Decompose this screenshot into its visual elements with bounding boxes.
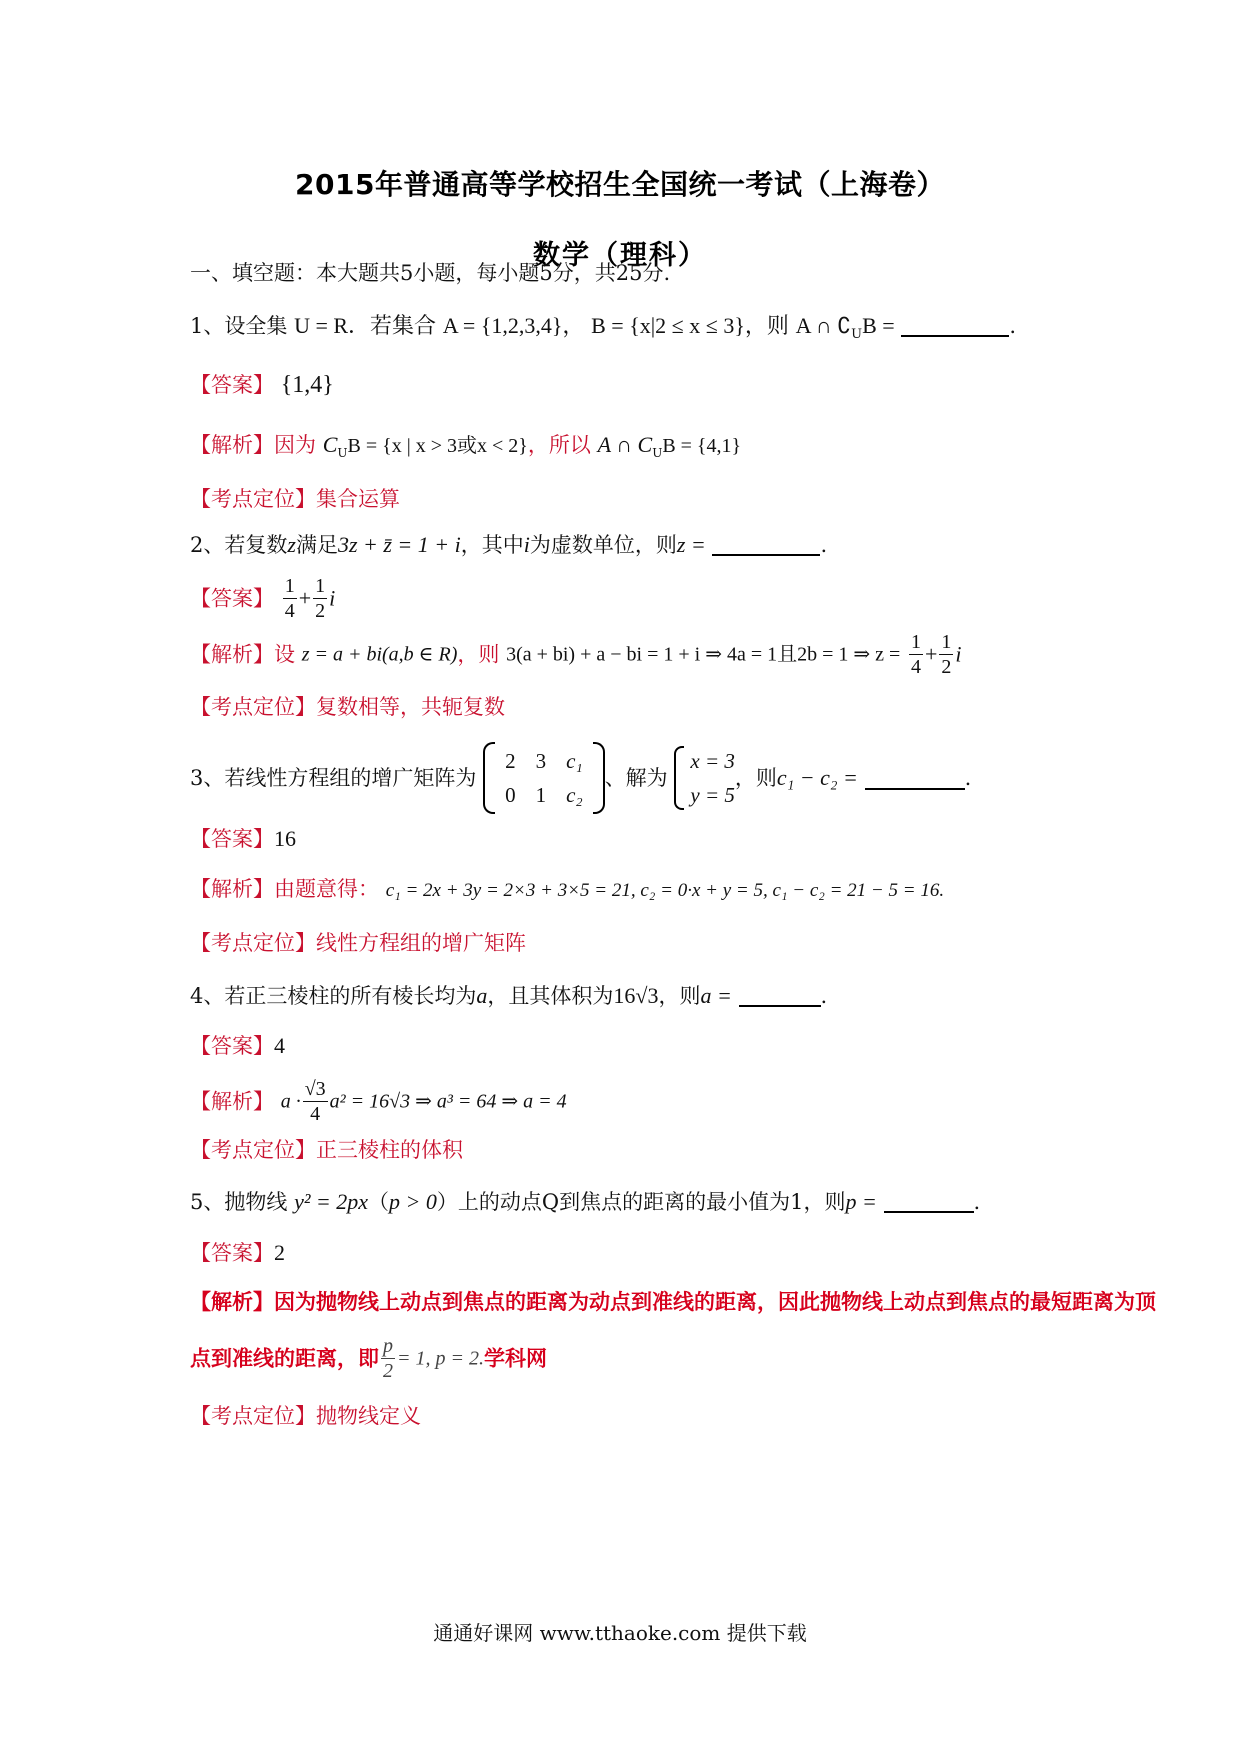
page-title: 2015年普通高等学校招生全国统一考试（上海卷） <box>295 168 945 201</box>
question-3-stem: 3、若线性方程组的增广矩阵为 2 3 c₁ 0 1 c₂ 、解为 x = 3 y = 5 ，则c₁ − c₂ = . <box>190 742 971 814</box>
answer-blank <box>901 313 1009 337</box>
question-3-analysis: 【解析】由题意得： c₁ = 2x + 3y = 2×3 + 3×5 = 21, c₂ = 0·x + y = 5, c₁ − c₂ = 21 − 5 = 16. <box>190 877 945 901</box>
system-equation: y = 5 <box>690 783 735 807</box>
question-5-answer: 【答案】2 <box>190 1240 285 1265</box>
question-1-analysis: 【解析】因为 $C_UB = \{x$ | x > 3或x < 2}，所以 A ∩ $C_UB = \{4,1\}$ <box>190 432 742 461</box>
question-3-answer: 【答案】16 <box>190 826 296 851</box>
question-2-stem: 2、若复数z满足3z + z̄ = 1 + i，其中i为虚数单位，则z = . <box>190 532 828 557</box>
question-1-answer: 【答案】 {1,4} <box>190 372 334 398</box>
augmented-matrix <box>483 742 605 814</box>
answer-blank <box>739 983 821 1007</box>
question-2-answer: 【答案】 $\frac{1}{4}$ + $\frac{1}{2}$ i <box>190 575 336 622</box>
question-4-analysis: 【解析】 a · $\frac{√3}{4}$ a² = 16√3 ⇒ a³ = 64 ⇒ a = 4 <box>190 1078 567 1125</box>
question-4-topic: 【考点定位】正三棱柱的体积 <box>190 1138 463 1162</box>
question-4-answer: 【答案】4 <box>190 1033 285 1058</box>
question-3-topic: 【考点定位】线性方程组的增广矩阵 <box>190 931 526 955</box>
question-1-topic: 【考点定位】集合运算 <box>190 487 400 511</box>
question-1-stem: 1、设全集 U = R．若集合 A = {1,2,3,4}， B = {x|2 ≤ x ≤ 3}，则 A ∩ $∁_UB$ = . <box>190 313 1017 343</box>
matrix-cell: c₂ <box>566 783 583 807</box>
question-4-stem: 4、若正三棱柱的所有棱长均为a，且其体积为16√3，则a = . <box>190 983 828 1008</box>
matrix-cell: 1 <box>535 783 547 807</box>
matrix-cell: 3 <box>535 749 547 773</box>
page-footer: 通通好课网 www.tthaoke.com 提供下载 <box>433 1621 807 1645</box>
question-2-topic: 【考点定位】复数相等，共轭复数 <box>190 695 505 719</box>
question-5-analysis-line1: 【解析】因为抛物线上动点到焦点的距离为动点到准线的距离，因此抛物线上动点到焦点的最短距离为顶 <box>190 1289 1156 1314</box>
answer-blank <box>712 532 820 556</box>
matrix-cell: c₁ <box>566 749 583 773</box>
question-2-analysis: 【解析】设 z = a + bi(a,b ∈ R)，则 3(a + bi) + a − bi = 1 + i ⇒ 4a = 1且2b = 1 ⇒ z = $\frac{1}{4}$ + $\frac{1}{2}$ i <box>190 631 962 678</box>
solution-system <box>674 744 735 812</box>
matrix-cell: 2 <box>505 749 516 773</box>
system-equation: x = 3 <box>690 749 735 773</box>
answer-blank <box>865 766 965 790</box>
answer-blank <box>884 1189 974 1213</box>
matrix-cell: 0 <box>505 783 516 807</box>
section-heading: 一、填空题：本大题共5小题，每小题5分，共25分. <box>190 261 671 285</box>
question-5-topic: 【考点定位】抛物线定义 <box>190 1404 421 1428</box>
question-5-analysis-line2: 点到准线的距离，即 $\frac{p}{2}$ = 1, p = 2.学科网 <box>190 1335 547 1382</box>
page-subtitle: 数学（理科） <box>533 240 707 271</box>
question-5-stem: 5、抛物线 y² = 2px（p > 0）上的动点Q到焦点的距离的最小值为1，则p = . <box>190 1189 981 1214</box>
